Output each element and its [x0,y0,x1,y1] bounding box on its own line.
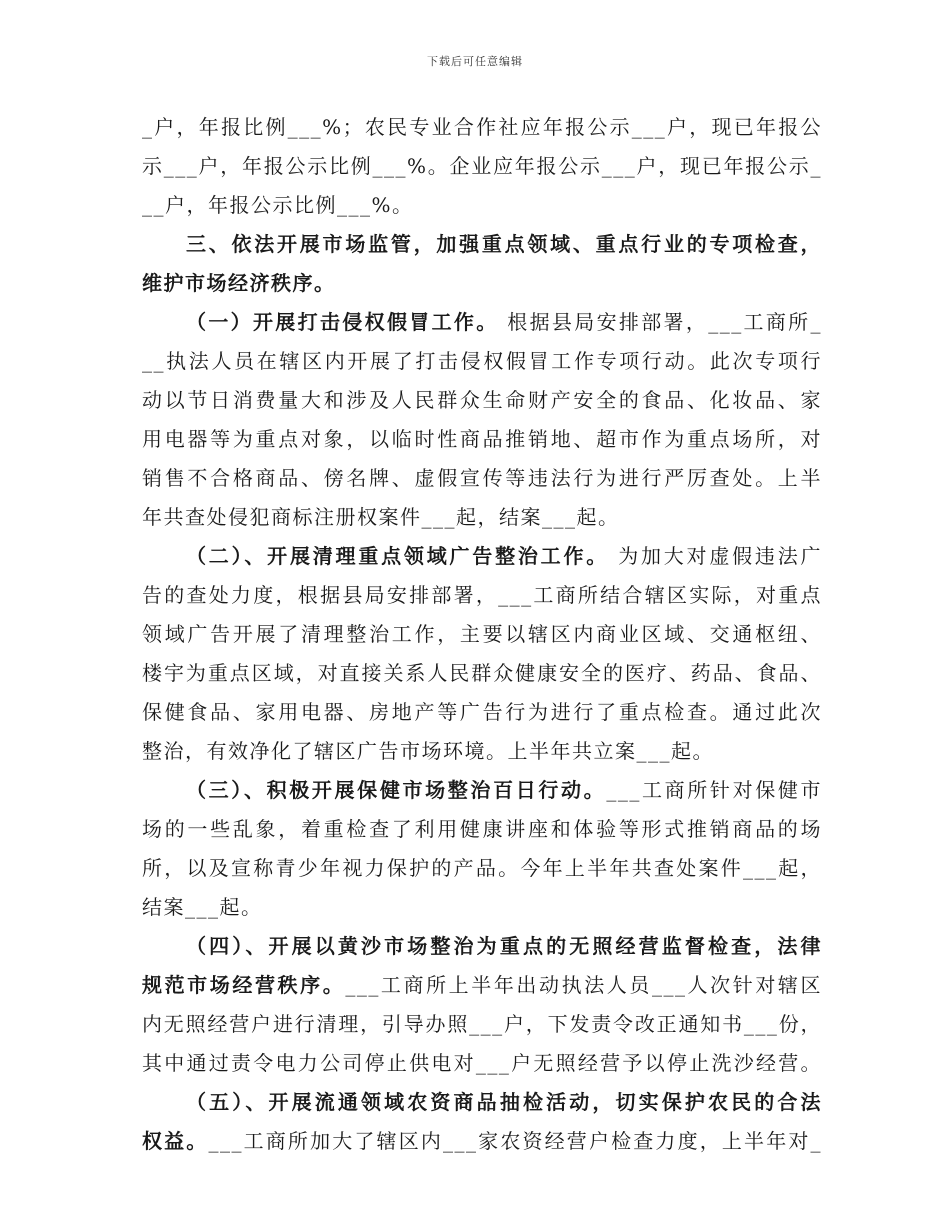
text-run: 根据县局安排部署，___工商所_ [507,310,823,334]
text-line [142,615,822,654]
subheading-run: （五）、开展流通领域农资商品抽检活动，切实保护农民的合法 [186,1090,822,1114]
text-line [142,1005,822,1044]
text-run: 整治，有效净化了辖区广告市场环境。上半年共立案___起。 [142,739,714,763]
text-run: 其中通过责令电力公司停止供电对___户无照经营予以停止洗沙经营。 [142,1051,822,1075]
text-line [142,849,822,888]
text-line [142,108,822,147]
text-run: 维护市场经济秩序。 [142,271,336,295]
subheading-run: （一）开展打击侵权假冒工作。 [186,310,499,334]
paragraph [142,537,822,771]
text-run: 动以节日消费量大和涉及人民群众生命财产安全的食品、化妆品、家 [142,388,822,412]
paragraph [142,771,822,927]
text-run: 年共查处侵犯商标注册权案件___起，结案___起。 [142,505,620,529]
subheading-run: （三）、积极开展保健市场整治百日行动。 [186,778,607,802]
section-heading [142,225,822,303]
text-line [142,186,822,225]
text-line [142,498,822,537]
text-line [142,576,822,615]
subheading-run: （四）、开展以黄沙市场整治为重点的无照经营监督检查，法律 [186,934,822,958]
text-run: _户，年报比例___%；农民专业合作社应年报公示___户，现已年报公 [142,115,822,139]
subheading-run: （二）、开展清理重点领域广告整治工作。 [186,544,610,568]
text-run: __执法人员在辖区内开展了打击侵权假冒工作专项行动。此次专项行 [142,349,822,373]
text-run: 示___户，年报公示比例___%。企业应年报公示___户，现已年报公示_ [142,154,822,178]
text-run: 告的查处力度，根据县局安排部署，___工商所结合辖区实际，对重点 [142,583,822,607]
subheading-run: 权益。 [142,1129,209,1153]
paragraph [142,927,822,1083]
text-run: 用电器等为重点对象，以临时性商品推销地、超市作为重点场所，对 [142,427,822,451]
text-run: 所，以及宣称青少年视力保护的产品。今年上半年共查处案件___起， [142,856,822,880]
text-run: 三、依法开展市场监管，加强重点领域、重点行业的专项检查， [186,232,822,256]
text-run: ___工商所加大了辖区内___家农资经营户检查力度，上半年对_ [208,1129,823,1153]
subheading-run: 规范市场经营秩序。 [142,973,346,997]
text-run: 为加大对虚假违法广 [618,544,823,568]
text-line [142,732,822,771]
document-body [142,108,822,1161]
text-line [142,225,822,264]
text-line [142,342,822,381]
text-line [142,303,822,342]
text-line [142,966,822,1005]
text-run: 内无照经营户进行清理，引导办照___户，下发责令改正通知书___份， [142,1012,822,1036]
paragraph [142,303,822,537]
text-run: 保健食品、家用电器、房地产等广告行为进行了重点检查。通过此次 [142,700,822,724]
paragraph [142,108,822,225]
paragraph [142,1083,822,1161]
text-line [142,1044,822,1083]
text-line [142,888,822,927]
text-line [142,381,822,420]
text-line [142,810,822,849]
page-header: 下载后可任意编辑 [427,55,523,68]
text-run: 楼宇为重点区域，对直接关系人民群众健康安全的医疗、药品、食品、 [142,661,822,685]
text-line [142,654,822,693]
text-run: ___工商所针对保健市 [606,778,823,802]
text-run: 结案___起。 [142,895,263,919]
text-line [142,537,822,576]
text-line [142,1122,822,1161]
text-run: 场的一些乱象，着重检查了利用健康讲座和体验等形式推销商品的场 [142,817,822,841]
text-line [142,147,822,186]
text-line [142,264,822,303]
text-line [142,420,822,459]
text-run: ___工商所上半年出动执法人员___人次针对辖区 [345,973,823,997]
text-line [142,693,822,732]
text-line [142,927,822,966]
text-run: 销售不合格商品、傍名牌、虚假宣传等违法行为进行严厉查处。上半 [142,466,822,490]
text-line [142,459,822,498]
text-line [142,771,822,810]
text-line [142,1083,822,1122]
text-run: __户，年报公示比例___%。 [142,193,414,217]
text-run: 领域广告开展了清理整治工作，主要以辖区内商业区域、交通枢纽、 [142,622,822,646]
